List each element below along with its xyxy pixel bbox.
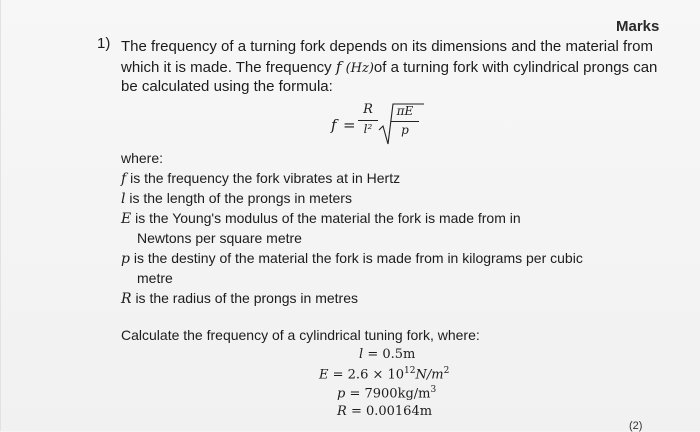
given-exponent: 12: [404, 366, 416, 376]
where-label: where:: [121, 150, 164, 166]
definition-frequency: [121, 170, 400, 187]
definition-density: [121, 250, 583, 267]
definition-symbol: E: [121, 211, 132, 227]
root-fraction-bar: [391, 121, 419, 122]
definition-symbol: R: [121, 291, 132, 307]
definition-text: is the Young's modulus of the material the fork is made from in: [131, 210, 521, 226]
root-numerator: πE: [396, 104, 414, 118]
definition-length: [121, 190, 352, 207]
given-value: = 0.5m: [367, 347, 416, 362]
definition-density-cont: metre: [137, 270, 173, 286]
definition-text: is the destiny of the material the fork is made from in kilograms per cubic: [133, 250, 583, 266]
given-radius: [337, 404, 432, 419]
given-value: = 2.6 × 10: [332, 367, 405, 383]
fraction-numerator: R: [363, 102, 373, 117]
question-intro-line-2: [121, 58, 657, 76]
fraction-denominator: l²: [363, 122, 373, 136]
given-value: = 0.00164m: [350, 404, 433, 419]
marks-header: Marks: [616, 18, 660, 35]
given-symbol: l: [359, 347, 364, 362]
question-intro-text-cont: of a turning fork with cylindrical prongs can: [373, 59, 658, 76]
root-fraction: [391, 104, 419, 137]
definition-text: is the length of the prongs in meters: [125, 190, 352, 206]
root-denominator: p: [401, 123, 409, 137]
definition-text: is the radius of the prongs in metres: [135, 290, 358, 306]
given-symbol: p: [337, 386, 346, 402]
given-symbol: E: [319, 367, 329, 383]
question-intro-text: which it is made. The frequency: [121, 59, 332, 76]
given-length: [359, 347, 415, 362]
given-unit: N/m: [415, 367, 444, 383]
question-intro-line-1: The frequency of a turning fork depends on its dimensions and the material from: [121, 38, 653, 55]
definition-symbol: l: [121, 191, 126, 207]
question-intro-line-3: be calculated using the formula:: [121, 78, 333, 95]
frequency-unit: (Hz): [345, 61, 374, 76]
formula-lhs: f: [331, 116, 337, 134]
frequency-symbol: f: [335, 58, 342, 76]
calculate-prompt: Calculate the frequency of a cylindrical tuning fork, where:: [121, 327, 480, 343]
definition-youngs-modulus-cont: Newtons per square metre: [137, 230, 302, 246]
given-exponent: 3: [430, 385, 437, 395]
definition-symbol: f: [121, 171, 127, 187]
formula-equals: =: [343, 116, 356, 134]
given-symbol: R: [337, 404, 347, 419]
given-youngs-modulus: [319, 366, 449, 382]
formula-fraction: [358, 102, 378, 136]
definition-symbol: p: [121, 251, 130, 267]
given-value: = 7900kg/m: [349, 386, 431, 402]
question-number: 1): [97, 35, 111, 52]
definition-text: is the frequency the fork vibrates at in Hertz: [126, 170, 401, 186]
given-unit-exponent: 2: [443, 366, 450, 376]
marks-value: (2): [629, 420, 643, 432]
fraction-bar: [358, 120, 378, 121]
definition-youngs-modulus: [121, 210, 521, 227]
definition-radius: [121, 290, 358, 307]
given-density: [337, 385, 436, 401]
